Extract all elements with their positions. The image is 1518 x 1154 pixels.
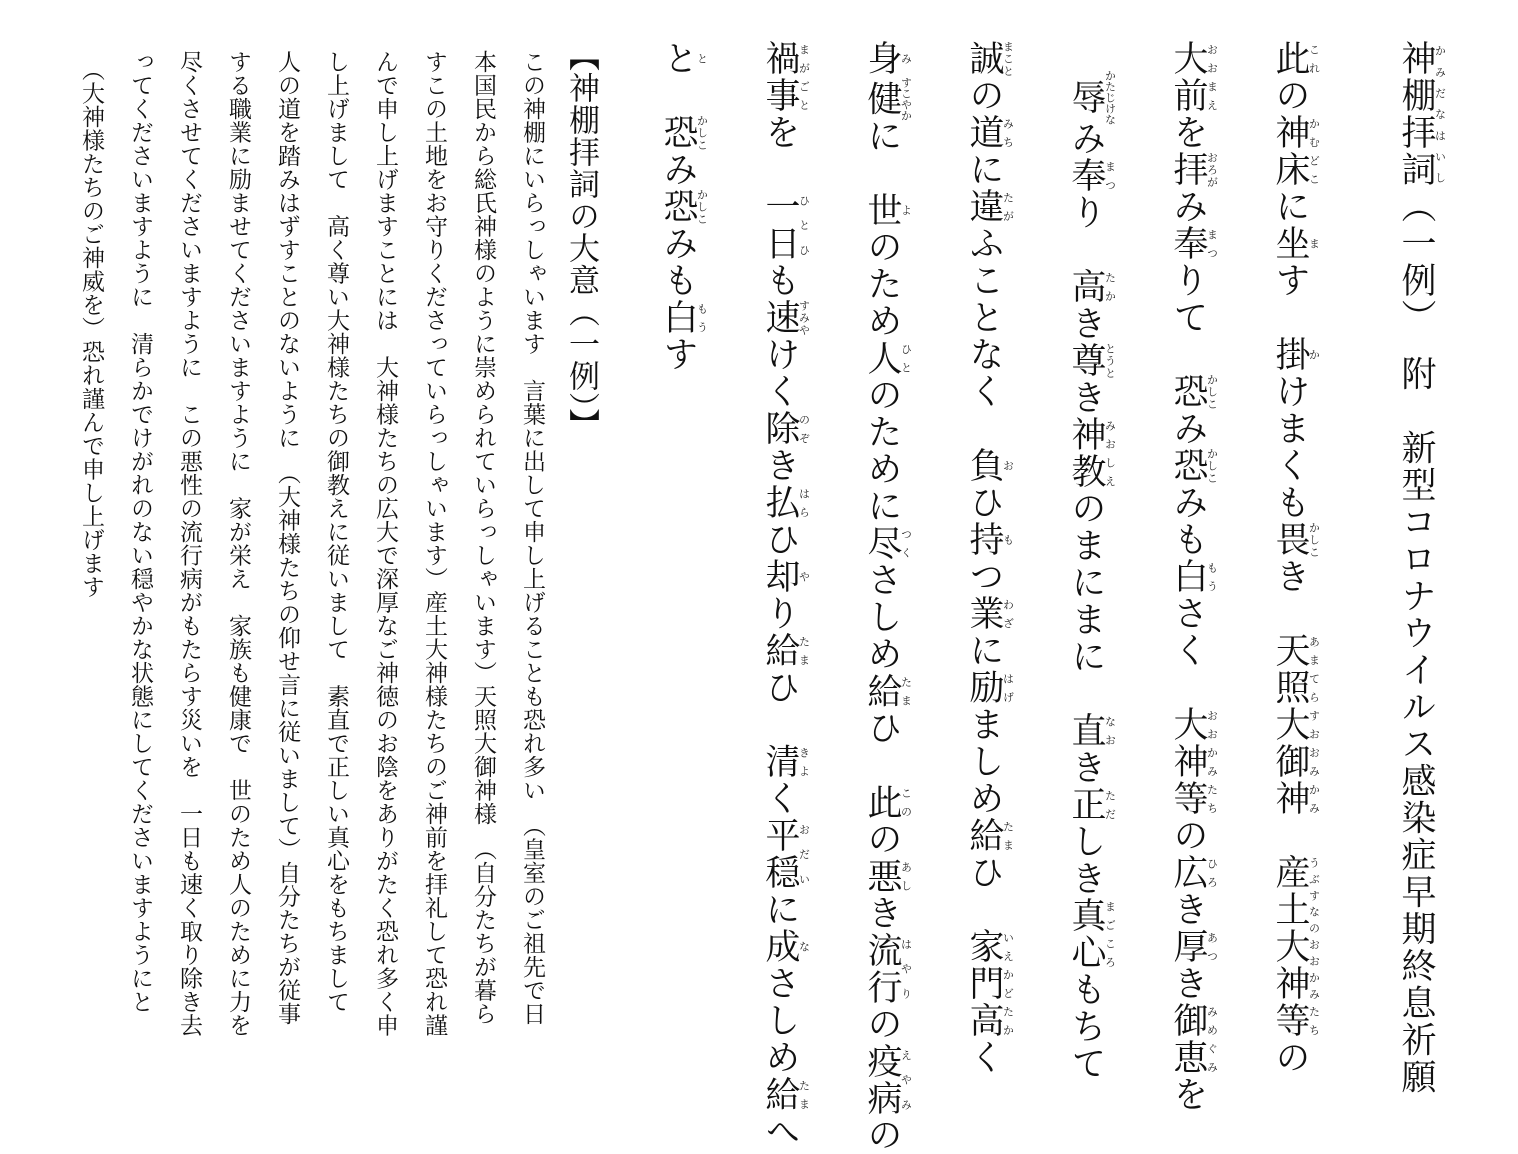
ruby-segment: 人ひと bbox=[862, 339, 913, 377]
furigana: なお bbox=[1103, 712, 1117, 749]
text-segment: りて bbox=[1168, 262, 1208, 373]
furigana: かみだなはいし bbox=[1433, 40, 1447, 188]
text-segment: さしめ bbox=[760, 965, 800, 1076]
furigana: お bbox=[1001, 447, 1015, 484]
furigana: か bbox=[1307, 336, 1321, 373]
text-segment: つ bbox=[964, 558, 1004, 595]
furigana: み bbox=[899, 40, 913, 77]
ruby-segment: 厚あつ bbox=[1168, 928, 1219, 965]
text-segment: に bbox=[964, 151, 1004, 188]
text-segment: み bbox=[658, 225, 698, 262]
text-segment: す bbox=[1270, 262, 1310, 336]
ruby-segment: 負お bbox=[964, 447, 1015, 484]
ruby-segment: 成な bbox=[760, 928, 811, 965]
ruby-segment: 健すこやか bbox=[862, 77, 913, 121]
furigana: と bbox=[695, 40, 709, 77]
furigana: うぶすなのおおかみ bbox=[1307, 854, 1321, 1002]
furigana: えやみ bbox=[899, 1042, 913, 1117]
text-segment: も bbox=[658, 262, 698, 299]
furigana: みち bbox=[1001, 114, 1015, 151]
ruby-segment: 御恵みめぐみ bbox=[1168, 1002, 1219, 1076]
furigana: はやり bbox=[899, 931, 913, 1006]
ruby-segment: 誠まこと bbox=[964, 40, 1015, 77]
ruby-segment: 持も bbox=[964, 521, 1015, 558]
furigana: まこと bbox=[1001, 40, 1015, 77]
furigana: すみや bbox=[797, 299, 811, 336]
furigana: この bbox=[899, 783, 913, 821]
ruby-segment: 給たま bbox=[760, 1076, 811, 1113]
furigana: つく bbox=[899, 524, 913, 562]
prayer-line-5 bbox=[864, 40, 912, 1154]
text-segment: す bbox=[658, 336, 698, 373]
furigana: ひろ bbox=[1205, 854, 1219, 891]
ruby-segment: 掛か bbox=[1270, 336, 1321, 373]
text-segment: り bbox=[760, 595, 800, 632]
ruby-segment: 疫病えやみ bbox=[862, 1042, 913, 1117]
text-segment: の bbox=[862, 820, 902, 858]
text-segment: き bbox=[1270, 558, 1310, 632]
text-segment: を bbox=[1168, 114, 1208, 151]
prayer-line-2 bbox=[1170, 40, 1218, 1113]
text-segment: ひ bbox=[862, 709, 902, 784]
text-segment: み bbox=[1066, 120, 1106, 157]
furigana: かしこ bbox=[1205, 447, 1219, 484]
ruby-segment: 産土大神うぶすなのおおかみ bbox=[1270, 854, 1321, 1002]
text-segment: を bbox=[760, 114, 800, 188]
furigana: いえかど bbox=[1001, 928, 1015, 1002]
furigana: よ bbox=[899, 191, 913, 229]
ruby-segment: 身み bbox=[862, 40, 913, 77]
text-segment bbox=[658, 77, 698, 114]
furigana: わざ bbox=[1001, 595, 1015, 632]
text-segment: り bbox=[1066, 194, 1106, 268]
ruby-segment: 清きよ bbox=[760, 743, 811, 780]
furigana: も bbox=[1001, 521, 1015, 558]
text-segment: のまにまに bbox=[1066, 490, 1106, 712]
furigana: おおかみたち bbox=[1205, 706, 1219, 817]
ruby-segment: 等たち bbox=[1270, 1002, 1321, 1039]
text-segment: に bbox=[862, 117, 902, 192]
ruby-segment: 広ひろ bbox=[1168, 854, 1219, 891]
ruby-segment: 天照大御神あまてらすおおみかみ bbox=[1270, 632, 1321, 817]
ruby-segment: 道みち bbox=[964, 114, 1015, 151]
ruby-segment: 奉まつ bbox=[1066, 157, 1117, 194]
ruby-segment: 坐ま bbox=[1270, 225, 1321, 262]
ruby-segment: 給たま bbox=[862, 672, 913, 710]
ruby-segment: 給たま bbox=[964, 817, 1015, 854]
furigana: たま bbox=[899, 672, 913, 710]
ruby-segment: 奉まつ bbox=[1168, 225, 1219, 262]
text-segment: く bbox=[964, 1039, 1004, 1076]
furigana: あつ bbox=[1205, 928, 1219, 965]
furigana: ひとひ bbox=[797, 188, 811, 262]
ruby-segment: とと bbox=[658, 40, 709, 77]
ruby-segment: 拝おろが bbox=[1168, 151, 1219, 188]
text-segment: （一例） 附 新型コロナウイルス感染症早期終息祈願 bbox=[1396, 188, 1436, 1096]
ruby-segment: 恐かしこ bbox=[658, 188, 709, 225]
furigana: や bbox=[797, 558, 811, 595]
ruby-segment: 高たか bbox=[964, 1002, 1015, 1039]
furigana: かたじけな bbox=[1103, 70, 1117, 125]
text-segment: に bbox=[1270, 188, 1310, 225]
text-segment: き bbox=[1066, 305, 1106, 342]
furigana: かしこ bbox=[695, 114, 709, 151]
text-segment: き bbox=[862, 894, 902, 932]
ruby-segment: 高たか bbox=[1066, 268, 1117, 305]
furigana: みめぐみ bbox=[1205, 1002, 1219, 1076]
ruby-segment: 正ただ bbox=[1066, 786, 1117, 823]
meaning-line: する職業に励ませてくださいますように 家が栄え 家族も健康で 世のため人のために力を bbox=[225, 50, 251, 1037]
ruby-segment: 流行はやり bbox=[862, 931, 913, 1006]
text-segment: けく bbox=[760, 336, 800, 410]
ruby-segment: 尊とうと bbox=[1066, 342, 1117, 379]
ruby-segment: 励はげ bbox=[964, 669, 1015, 706]
text-segment: ひ bbox=[760, 669, 800, 743]
text-segment bbox=[1270, 817, 1310, 854]
ruby-segment: 除のぞ bbox=[760, 410, 811, 447]
furigana: な bbox=[797, 928, 811, 965]
furigana: まつ bbox=[1103, 157, 1117, 194]
text-segment: み bbox=[658, 151, 698, 188]
text-segment: の bbox=[1168, 817, 1208, 854]
meaning-line: この神棚にいらっしゃいます 言葉に出して申し上げることも恐れ多い （皇室のご祖先で日 bbox=[519, 50, 545, 1026]
furigana: たか bbox=[1103, 268, 1117, 305]
meaning-line: し上げまして 高く尊い大神様たちの御教えに従いまして 素直で正しい真心をもちまして bbox=[323, 50, 349, 1014]
furigana: たち bbox=[1307, 1002, 1321, 1039]
ruby-segment: 恐かしこ bbox=[1168, 447, 1219, 484]
furigana: まごころ bbox=[1103, 897, 1117, 971]
furigana: あし bbox=[899, 857, 913, 895]
text-segment: ひ bbox=[760, 521, 800, 558]
text-segment: ふことなく bbox=[964, 225, 1004, 447]
furigana: もう bbox=[695, 299, 709, 336]
ruby-segment: 此この bbox=[862, 783, 913, 821]
ruby-segment: 畏かしこ bbox=[1270, 521, 1321, 558]
prayer-title bbox=[1398, 40, 1446, 1096]
text-segment: も bbox=[1168, 521, 1208, 558]
text-segment: ましめ bbox=[964, 706, 1004, 817]
text-segment: き bbox=[1066, 379, 1106, 416]
text-segment: ひ bbox=[964, 484, 1004, 521]
ruby-segment: 神床かむどこ bbox=[1270, 114, 1321, 188]
text-segment: の bbox=[862, 1005, 902, 1043]
furigana: まつ bbox=[1205, 225, 1219, 262]
furigana: たが bbox=[1001, 188, 1015, 225]
ruby-segment: 大神等おおかみたち bbox=[1168, 706, 1219, 817]
meaning-line: 尽くさせてくださいますように この悪性の流行病がもたらす災いを 一日も速く取り除き去 bbox=[176, 50, 202, 1037]
text-segment: さしめ bbox=[862, 561, 902, 673]
furigana: もう bbox=[1205, 558, 1219, 595]
furigana: ま bbox=[1307, 225, 1321, 262]
ruby-segment: 白もう bbox=[658, 299, 709, 336]
text-segment: の bbox=[964, 77, 1004, 114]
meaning-line: ってくださいますように 清らかでけがれのない穏やかな状態にしてくださいますようにと bbox=[127, 50, 153, 1014]
ruby-segment: 業わざ bbox=[964, 595, 1015, 632]
furigana: ただ bbox=[1103, 786, 1117, 823]
text-segment: の bbox=[862, 1116, 902, 1154]
ruby-segment: 給たま bbox=[760, 632, 811, 669]
ruby-segment: 此これ bbox=[1270, 40, 1321, 77]
text-segment: に bbox=[760, 891, 800, 928]
text-segment: のため bbox=[862, 228, 902, 340]
furigana: おろが bbox=[1205, 151, 1219, 188]
text-segment: ひ bbox=[964, 854, 1004, 928]
meaning-heading: 【神棚拝詞の大意（一例）】 bbox=[563, 40, 599, 441]
furigana: きよ bbox=[797, 743, 811, 780]
furigana: かしこ bbox=[695, 188, 709, 225]
text-segment: き bbox=[1066, 749, 1106, 786]
text-segment: み bbox=[1168, 410, 1208, 447]
text-segment: けまくも bbox=[1270, 373, 1310, 521]
ruby-segment: 恐かしこ bbox=[1168, 373, 1219, 410]
furigana: たま bbox=[797, 632, 811, 669]
furigana: たま bbox=[1001, 817, 1015, 854]
furigana: とうと bbox=[1103, 342, 1117, 379]
text-segment: を bbox=[1168, 1076, 1208, 1113]
text-segment: き bbox=[1168, 965, 1208, 1002]
ruby-segment: 世よ bbox=[862, 191, 913, 229]
ruby-segment: 神棚拝詞かみだなはいし bbox=[1396, 40, 1447, 188]
ruby-segment: 神教みおしえ bbox=[1066, 416, 1117, 490]
ruby-segment: 家門いえかど bbox=[964, 928, 1015, 1002]
ruby-segment: 尽つく bbox=[862, 524, 913, 562]
ruby-segment: 直なお bbox=[1066, 712, 1117, 749]
text-segment: も bbox=[760, 262, 800, 299]
ruby-segment: 平穏おだい bbox=[760, 817, 811, 891]
furigana: ひと bbox=[899, 339, 913, 377]
ruby-segment: 速すみや bbox=[760, 299, 811, 336]
furigana: はら bbox=[797, 484, 811, 521]
ruby-segment: 違たが bbox=[964, 188, 1015, 225]
furigana: おおまえ bbox=[1205, 40, 1219, 114]
ruby-segment: 払はら bbox=[760, 484, 811, 521]
furigana: これ bbox=[1307, 40, 1321, 77]
text-segment: き bbox=[1168, 891, 1208, 928]
ruby-segment: 一日ひとひ bbox=[760, 188, 811, 262]
meaning-line: 本国民から総氏神様のように崇められていらっしゃいます）天照大御神様 （自分たちが暮ら bbox=[470, 50, 496, 1026]
meaning-line: んで申し上げますことには 大神様たちの広大で深厚なご神徳のお陰をありがたく恐れ多く申 bbox=[372, 50, 398, 1037]
furigana: あまてらすおおみかみ bbox=[1307, 632, 1321, 817]
ruby-segment: 真心まごころ bbox=[1066, 897, 1117, 971]
ruby-segment: 大前おおまえ bbox=[1168, 40, 1219, 114]
text-segment: しき bbox=[1066, 823, 1106, 897]
text-segment: に bbox=[964, 632, 1004, 669]
furigana: みおしえ bbox=[1103, 416, 1117, 490]
ruby-segment: 却や bbox=[760, 558, 811, 595]
text-segment: き bbox=[760, 447, 800, 484]
text-segment: のために bbox=[862, 376, 902, 525]
prayer-line-4 bbox=[966, 40, 1014, 1076]
furigana: かむどこ bbox=[1307, 114, 1321, 188]
ruby-segment: 白もう bbox=[1168, 558, 1219, 595]
text-segment: み bbox=[1168, 188, 1208, 225]
furigana: かしこ bbox=[1205, 373, 1219, 410]
text-segment: もちて bbox=[1066, 971, 1106, 1082]
text-segment: み bbox=[1168, 484, 1208, 521]
furigana: はげ bbox=[1001, 669, 1015, 706]
ruby-segment: 悪あし bbox=[862, 857, 913, 895]
ruby-segment: 恐かしこ bbox=[658, 114, 709, 151]
furigana: まがごと bbox=[797, 40, 811, 114]
furigana: かしこ bbox=[1307, 521, 1321, 558]
text-segment: へ bbox=[760, 1113, 800, 1150]
text-segment: の bbox=[1270, 1039, 1310, 1076]
prayer-line-1 bbox=[1272, 40, 1320, 1076]
ruby-segment: 禍事まがごと bbox=[760, 40, 811, 114]
prayer-line-3 bbox=[1068, 40, 1116, 1082]
furigana: すこやか bbox=[899, 77, 913, 121]
furigana: おだい bbox=[797, 817, 811, 891]
ruby-segment: 辱かたじけな bbox=[1066, 70, 1117, 125]
text-segment: く bbox=[760, 780, 800, 817]
furigana: たま bbox=[797, 1076, 811, 1113]
meaning-line: （大神様たちのご神威を）恐れ謹んで申し上げます bbox=[78, 58, 104, 599]
furigana: たか bbox=[1001, 1002, 1015, 1039]
text-segment: さく bbox=[1168, 595, 1208, 706]
prayer-line-6 bbox=[762, 40, 810, 1150]
text-segment: の bbox=[1270, 77, 1310, 114]
meaning-line: 人の道を踏みはずすことのないように （大神様たちの仰せ言に従いまして）自分たちが従事 bbox=[274, 50, 300, 1026]
prayer-line-7 bbox=[660, 40, 708, 373]
furigana: のぞ bbox=[797, 410, 811, 447]
meaning-line: すこの土地をお守りくださっていらっしゃいます）産土大神様たちのご神前を拝礼して恐れ謹 bbox=[421, 50, 447, 1037]
